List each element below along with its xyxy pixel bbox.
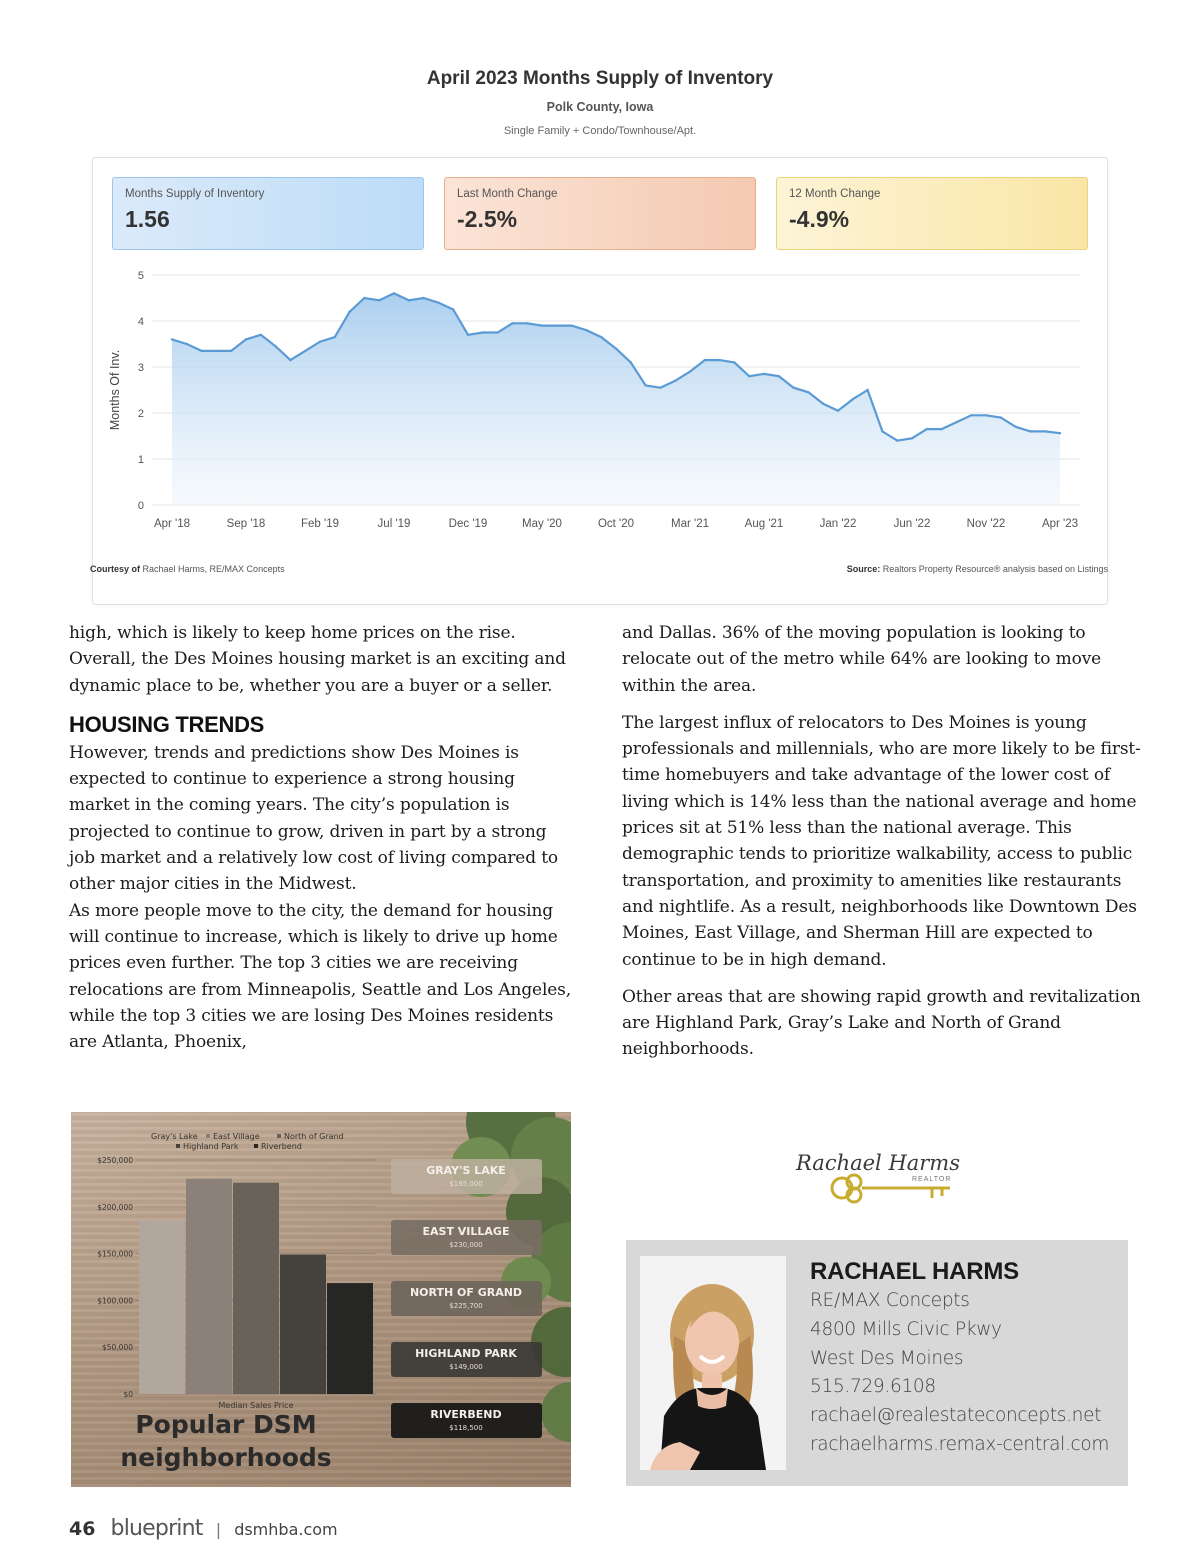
x-tick-label: Apr '18	[153, 518, 191, 530]
card-neighborhood-name: EAST VILLAGE	[422, 1225, 510, 1238]
data-point	[778, 375, 780, 377]
data-point	[970, 414, 972, 416]
y-tick-labels	[97, 1156, 133, 1399]
data-point	[940, 428, 942, 430]
legend	[151, 1132, 344, 1151]
data-point	[866, 389, 868, 391]
courtesy-label: Courtesy of	[90, 564, 141, 574]
paragraph: and Dallas. 36% of the moving population is looking to relocate out of the metro while 64% are looking to move within the area.	[622, 623, 1102, 696]
bar	[186, 1179, 232, 1394]
data-point	[792, 387, 794, 389]
neighborhood-price-chart	[71, 1112, 571, 1487]
agent-email-link[interactable]: rachael@realestateconcepts.net	[810, 1405, 1102, 1426]
chart-source	[847, 564, 1108, 574]
agent-phone[interactable]: 515.729.6108	[810, 1376, 936, 1397]
data-point	[348, 311, 350, 313]
y-tick-label: 2	[137, 408, 144, 420]
x-tick-label: Apr '23	[1041, 518, 1079, 530]
data-point	[245, 338, 247, 340]
legend-label: North of Grand	[284, 1132, 344, 1141]
legend-swatch	[254, 1144, 258, 1148]
kpi-value: 1.56	[125, 206, 170, 232]
y-tick-label: 4	[137, 316, 144, 328]
kpi-label: Months Supply of Inventory	[125, 188, 265, 200]
agent-contact-card	[626, 1240, 1128, 1486]
data-point	[186, 343, 188, 345]
agent-address: 4800 Mills Civic Pkwy	[810, 1319, 1002, 1340]
data-point	[630, 361, 632, 363]
agent-city: West Des Moines	[810, 1348, 964, 1369]
card-price: $230,000	[449, 1241, 483, 1249]
x-tick-label: Mar '21	[671, 518, 709, 530]
paragraph: As more people move to the city, the demand for housing will continue to increase, which is likely to drive up home prices even further. The top 3 cities we are receiving relocations are from Minneapolis, Seattle and Los Angeles, while the top 3 cities we are losing Des Moines residents are Atlanta, Phoenix,	[69, 900, 571, 1053]
bar	[233, 1183, 279, 1394]
x-tick-label: Nov '22	[966, 518, 1006, 530]
x-tick-label: Aug '21	[744, 518, 784, 530]
data-point	[408, 299, 410, 301]
data-point	[260, 334, 262, 336]
data-point	[733, 361, 735, 363]
kpi-12-month-change	[776, 177, 1088, 250]
data-point	[822, 403, 824, 405]
data-point	[615, 347, 617, 349]
card-price: $185,000	[449, 1180, 483, 1188]
y-tick-label: 5	[137, 270, 144, 282]
card-price: $225,700	[449, 1302, 483, 1310]
inventory-chart-figure	[80, 60, 1120, 585]
data-point	[319, 341, 321, 343]
page-number: 46	[69, 1518, 96, 1540]
x-tick-label: Feb '19	[301, 518, 339, 530]
inventory-line-chart	[92, 260, 1108, 545]
bar	[280, 1255, 326, 1394]
card-neighborhood-name: GRAY'S LAKE	[426, 1164, 506, 1177]
series-area	[172, 293, 1060, 505]
data-point	[955, 421, 957, 423]
neighborhood-chart-title	[81, 1408, 371, 1474]
kpi-value: -4.9%	[789, 206, 850, 232]
legend-swatch	[206, 1134, 210, 1138]
chart-courtesy	[90, 564, 285, 574]
data-point	[1044, 430, 1046, 432]
data-point	[896, 439, 898, 441]
bar	[327, 1283, 373, 1394]
kpi-label: Last Month Change	[457, 188, 558, 200]
data-point	[570, 324, 572, 326]
paragraph: However, trends and predictions show Des Moines is expected to continue to experience a strong housing market in the coming years. The city’s population is projected to continue to grow, driven in part by a strong job market and a relatively low cost of living compared to other major cities in the Midwest.	[69, 742, 558, 895]
site-link[interactable]: dsmhba.com	[234, 1520, 338, 1539]
x-tick-label: Jan '22	[819, 518, 857, 530]
page-footer	[69, 1516, 338, 1544]
article-right-column	[622, 620, 1142, 1074]
x-axis-label: Median Sales Price	[218, 1401, 294, 1410]
paragraph: The largest influx of relocators to Des Moines is young professionals and millennials, who are more likely to be first-time homebuyers and take advantage of the lower cost of living which is 14% less than the national average and home prices sit at 51% less than the national average. This demographic tends to prioritize walkability, access to public transportation, and proximity to amenities like restaurants and nightlife. As a result, neighborhoods like Downtown Des Moines, East Village, and Sherman Hill are expected to continue to be in high demand.	[622, 712, 1141, 970]
kpi-label: 12 Month Change	[789, 188, 881, 200]
y-axis-label: Months Of Inv.	[108, 349, 122, 431]
data-point	[452, 308, 454, 310]
section-heading: HOUSING TRENDS	[69, 711, 265, 737]
article-left-column	[69, 620, 574, 1066]
agent-website-link[interactable]: rachaelharms.remax-central.com	[810, 1434, 1110, 1455]
data-point	[600, 336, 602, 338]
data-point	[1014, 426, 1016, 428]
data-point	[526, 322, 528, 324]
kpi-last-month-change	[444, 177, 756, 250]
data-point	[215, 350, 217, 352]
chart-property-types: Single Family + Condo/Townhouse/Apt.	[503, 125, 697, 137]
paragraph: Other areas that are showing rapid growth and revitalization are Highland Park, Gray’s Lake and North of Grand neighborhoods.	[622, 986, 1141, 1060]
bar	[139, 1221, 185, 1394]
paragraph: high, which is likely to keep home prices on the rise. Overall, the Des Moines housing market is an exciting and dynamic place to be, whether you are a buyer or a seller.	[69, 623, 566, 696]
source-text: Realtors Property Resource® analysis based on Listings	[882, 564, 1108, 574]
data-point	[911, 437, 913, 439]
realtor-signature-logo	[792, 1140, 962, 1220]
x-tick-label: Sep '18	[226, 518, 266, 530]
data-point	[556, 324, 558, 326]
y-tick-label: 3	[137, 362, 144, 374]
data-point	[363, 297, 365, 299]
card-price: $118,500	[449, 1424, 483, 1432]
data-point	[482, 331, 484, 333]
y-tick-label: 0	[137, 500, 144, 512]
data-point	[334, 336, 336, 338]
y-tick-label: $250,000	[97, 1156, 133, 1165]
card-neighborhood-name: NORTH OF GRAND	[409, 1286, 523, 1299]
x-tick-label: Dec '19	[448, 518, 488, 530]
realtor-tag: REALTOR	[912, 1176, 952, 1183]
x-tick-label: Jun '22	[893, 518, 931, 530]
card-price: $149,000	[449, 1363, 483, 1371]
data-point	[304, 350, 306, 352]
data-point	[926, 428, 928, 430]
data-point	[674, 380, 676, 382]
x-tick-label: Jul '19	[377, 518, 411, 530]
card-neighborhood-name: RIVERBEND	[430, 1408, 502, 1421]
data-point	[422, 297, 424, 299]
x-tick-labels	[154, 518, 1078, 530]
kpi-months-supply	[112, 177, 424, 250]
data-point	[1029, 430, 1031, 432]
data-point	[689, 370, 691, 372]
data-point	[230, 350, 232, 352]
chart-title: April 2023 Months Supply of Inventory	[426, 68, 774, 89]
legend-label: Highland Park	[183, 1142, 239, 1151]
data-point	[852, 398, 854, 400]
data-point	[985, 414, 987, 416]
title-line: Popular DSM	[135, 1410, 317, 1439]
data-point	[274, 345, 276, 347]
y-tick-label: 1	[137, 454, 144, 466]
data-point	[378, 299, 380, 301]
title-line: neighborhoods	[120, 1443, 332, 1472]
legend-label: East Village	[213, 1132, 260, 1141]
data-point	[748, 375, 750, 377]
data-point	[718, 359, 720, 361]
agent-company: RE/MAX Concepts	[810, 1290, 970, 1311]
data-point	[1059, 432, 1061, 434]
courtesy-text: Rachael Harms, RE/MAX Concepts	[142, 564, 285, 574]
data-point	[763, 373, 765, 375]
source-label: Source:	[846, 564, 881, 574]
data-point	[585, 329, 587, 331]
chart-subtitle: Polk County, Iowa	[546, 100, 654, 114]
data-point	[496, 331, 498, 333]
data-point	[200, 350, 202, 352]
data-point	[511, 322, 513, 324]
y-tick-label: $200,000	[97, 1202, 133, 1212]
data-point	[644, 384, 646, 386]
data-point	[807, 391, 809, 393]
data-point	[1000, 416, 1002, 418]
legend-swatch	[277, 1134, 281, 1138]
data-point	[289, 359, 291, 361]
bars	[139, 1179, 373, 1394]
y-tick-labels	[138, 270, 144, 512]
data-point	[467, 334, 469, 336]
data-point	[837, 410, 839, 412]
y-tick-label: $100,000	[97, 1296, 133, 1306]
legend-label: Riverbend	[261, 1142, 302, 1151]
y-tick-label: $150,000	[97, 1249, 133, 1259]
signature-script: Rachael Harms	[796, 1151, 961, 1175]
legend-swatch	[176, 1144, 180, 1148]
agent-photo	[640, 1256, 786, 1470]
data-point	[541, 324, 543, 326]
data-point	[437, 301, 439, 303]
x-tick-label: Oct '20	[597, 518, 635, 530]
data-point	[393, 292, 395, 294]
y-tick-label: $50,000	[101, 1343, 133, 1353]
magazine-name: blueprint	[110, 1516, 203, 1541]
data-point	[171, 338, 173, 340]
data-point	[881, 430, 883, 432]
data-point	[659, 387, 661, 389]
portrait-illustration	[640, 1256, 786, 1470]
x-tick-label: May '20	[522, 518, 562, 530]
y-tick-label: $0	[123, 1390, 133, 1399]
card-neighborhood-name: HIGHLAND PARK	[415, 1347, 517, 1360]
kpi-value: -2.5%	[457, 206, 518, 232]
agent-name: RACHAEL HARMS	[810, 1258, 1019, 1285]
data-point	[704, 359, 706, 361]
footer-separator: |	[215, 1520, 222, 1539]
legend-label: Gray's Lake	[151, 1132, 198, 1141]
